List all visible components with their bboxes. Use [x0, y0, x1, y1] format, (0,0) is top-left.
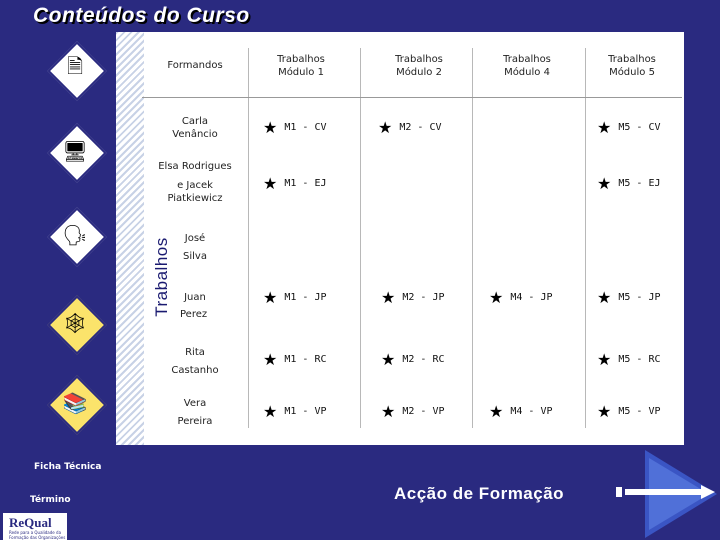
star-icon: ★: [263, 402, 278, 421]
col-header-m5: Trabalhos Módulo 5: [608, 54, 656, 78]
work-link[interactable]: ★ M4 - JP: [489, 288, 553, 307]
star-icon: ★: [597, 402, 612, 421]
work-link[interactable]: ★ M5 - VP: [597, 402, 661, 421]
side-label: Trabalhos: [152, 237, 171, 317]
requal-logo: ReQual Rede para a Qualidade da Formação das Organizações: [3, 513, 67, 540]
grid-line: [360, 48, 361, 428]
star-icon: ★: [381, 288, 396, 307]
row-name-rita: Rita Castanho: [171, 347, 219, 376]
computer-icon[interactable]: 🖥: [62, 139, 88, 163]
icon-strip: [36, 32, 116, 445]
row-name-carla: Carla Venâncio: [172, 116, 218, 140]
star-icon: ★: [263, 288, 278, 307]
grid-line: [585, 48, 586, 428]
star-icon: ★: [489, 288, 504, 307]
row-name-elsa: Elsa Rodrigues e Jacek Piatkiewicz: [158, 161, 232, 204]
footer-title: Acção de Formação: [394, 484, 565, 503]
star-icon: ★: [381, 350, 396, 369]
grid-line: [472, 48, 473, 428]
document-icon[interactable]: 🗎: [66, 54, 84, 78]
work-link[interactable]: ★ M5 - CV: [597, 118, 661, 137]
work-link[interactable]: ★ M1 - JP: [263, 288, 327, 307]
row-name-jose: José Silva: [183, 233, 207, 262]
work-link[interactable]: ★ M2 - JP: [381, 288, 445, 307]
star-icon: ★: [381, 402, 396, 421]
col-header-m1: Trabalhos Módulo 1: [277, 54, 325, 78]
work-link[interactable]: ★ M1 - VP: [263, 402, 327, 421]
col-header-m2: Trabalhos Módulo 2: [395, 54, 443, 78]
work-link[interactable]: ★ M2 - CV: [378, 118, 442, 137]
books-icon[interactable]: 📚: [62, 391, 88, 415]
page-title: Conteúdos do Curso: [33, 4, 250, 27]
star-icon: ★: [597, 350, 612, 369]
next-arrow-icon[interactable]: [605, 448, 720, 540]
ficha-tecnica-link[interactable]: Ficha Técnica: [34, 462, 102, 472]
star-icon: ★: [263, 118, 278, 137]
star-icon: ★: [597, 118, 612, 137]
star-icon: ★: [489, 402, 504, 421]
star-icon: ★: [597, 174, 612, 193]
row-name-juan: Juan Perez: [180, 292, 208, 320]
work-link[interactable]: ★ M2 - RC: [381, 350, 445, 369]
hatch-stripe: [116, 32, 144, 445]
grid-line: [248, 48, 249, 428]
work-link[interactable]: ★ M5 - JP: [597, 288, 661, 307]
speaker-icon[interactable]: 🗣: [62, 223, 88, 247]
row-name-vera: Vera Pereira: [177, 398, 213, 427]
work-link[interactable]: ★ M4 - VP: [489, 402, 553, 421]
star-icon: ★: [378, 118, 393, 137]
star-icon: ★: [263, 174, 278, 193]
work-link[interactable]: ★ M1 - EJ: [263, 174, 327, 193]
col-header-m4: Trabalhos Módulo 4: [503, 54, 551, 78]
work-link[interactable]: ★ M5 - RC: [597, 350, 661, 369]
work-link[interactable]: ★ M1 - RC: [263, 350, 327, 369]
work-link[interactable]: ★ M2 - VP: [381, 402, 445, 421]
star-icon: ★: [597, 288, 612, 307]
work-link[interactable]: ★ M1 - CV: [263, 118, 327, 137]
star-icon: ★: [263, 350, 278, 369]
work-link[interactable]: ★ M5 - EJ: [597, 174, 661, 193]
col-header-formandos: Formandos: [167, 60, 223, 71]
header-divider: [142, 97, 682, 98]
web-icon[interactable]: 🕸: [62, 311, 88, 335]
termino-link[interactable]: Término: [30, 495, 71, 505]
